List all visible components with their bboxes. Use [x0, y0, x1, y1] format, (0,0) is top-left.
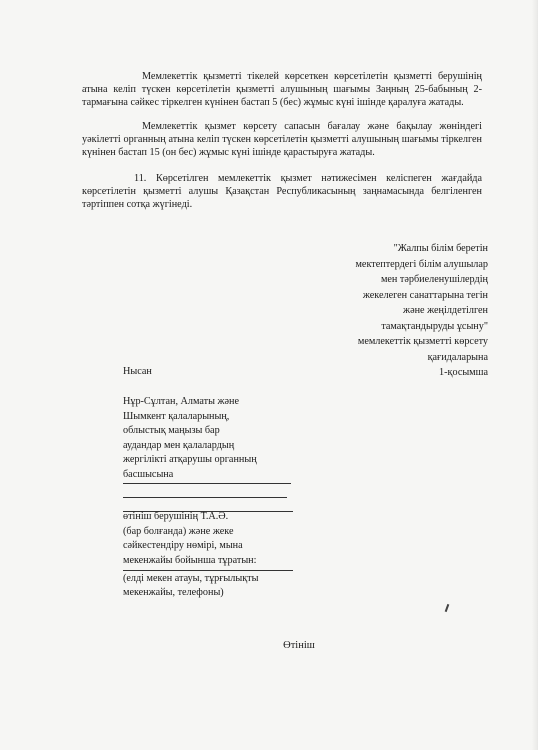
applicant-line: мекенжайы бойынша тұратын: — [123, 554, 257, 566]
appendix-line: 1-қосымша — [439, 367, 488, 378]
paragraph-complaint-provider — [82, 70, 482, 110]
appendix-header — [248, 241, 488, 381]
addressee-line: облыстық маңызы бар — [123, 425, 220, 436]
fill-in-line — [123, 483, 291, 484]
appendix-line: мемлекеттік қызметті көрсету — [357, 336, 488, 347]
applicant-line: сәйкестендіру нөмірі, мына — [123, 540, 243, 551]
addressee-line: басшысына — [123, 468, 174, 480]
scan-edge-shadow — [532, 0, 538, 750]
pen-mark — [445, 604, 450, 612]
addressee-line: Шымкент қалаларының, — [123, 410, 230, 422]
address-note-line: (елді мекен атауы, тұрғылықты — [123, 573, 259, 584]
address-note-block — [123, 572, 258, 600]
appendix-line: тамақтандыруды ұсыну" — [381, 320, 488, 332]
paragraph-court-appeal — [82, 172, 482, 212]
form-label: Нысан — [123, 366, 152, 377]
addressee-block — [123, 395, 323, 482]
fill-in-line — [123, 497, 287, 498]
appendix-line: жекелеген санаттарына тегін — [362, 289, 488, 301]
appendix-line: мектептердегі білім алушылар — [355, 258, 488, 270]
appendix-line: мен тәрбиеленушілердің — [380, 274, 488, 285]
appendix-line: және жеңілдетілген — [403, 305, 488, 316]
fill-in-line — [123, 570, 293, 571]
document-title: Өтініш — [283, 640, 315, 651]
paragraph-text: Мемлекеттік қызметті тікелей көрсеткен көрсетілетін қызметті берушінің атына келіп түскен көрсетілетін қызметті алушының шағымы Заңның 25-бабының 2-тармағына сәйкес тіркелген күнінен бастап 5 (бес) жұмыс күні ішінде қаралуға жатады. — [82, 71, 482, 109]
addressee-line: аудандар мен қалалардың — [123, 439, 235, 451]
appendix-line: "Жалпы білім беретін — [393, 243, 488, 254]
paragraph-text: Мемлекеттік қызмет көрсету сапасын бағалау және бақылау жөніндегі уәкілетті органның атына келіп түскен көрсетілетін қызметті алушының шағымы тіркелген күнінен бастап 15 (он бес) жұмыс күні ішінде қарастыруға жатады. — [82, 121, 482, 159]
applicant-line: (бар болғанда) және жеке — [123, 525, 234, 537]
addressee-line: Нұр-Сұлтан, Алматы және — [123, 396, 240, 407]
addressee-line: жергілікті атқарушы органның — [123, 454, 257, 465]
paragraph-text: 11. Көрсетілген мемлекеттік қызмет нәтижесімен келіспеген жағдайда көрсетілетін қызметті алушы Қазақстан Республикасының заңнамасында белгіленген тәртіппен сотқа жүгінеді. — [82, 173, 482, 211]
applicant-block — [123, 510, 333, 568]
applicant-line: өтініш берушінің Т.А.Ә. — [123, 511, 229, 522]
paragraph-complaint-authority — [82, 120, 482, 160]
address-note-line: мекенжайы, телефоны) — [123, 587, 224, 598]
appendix-line: қағидаларына — [427, 351, 488, 363]
